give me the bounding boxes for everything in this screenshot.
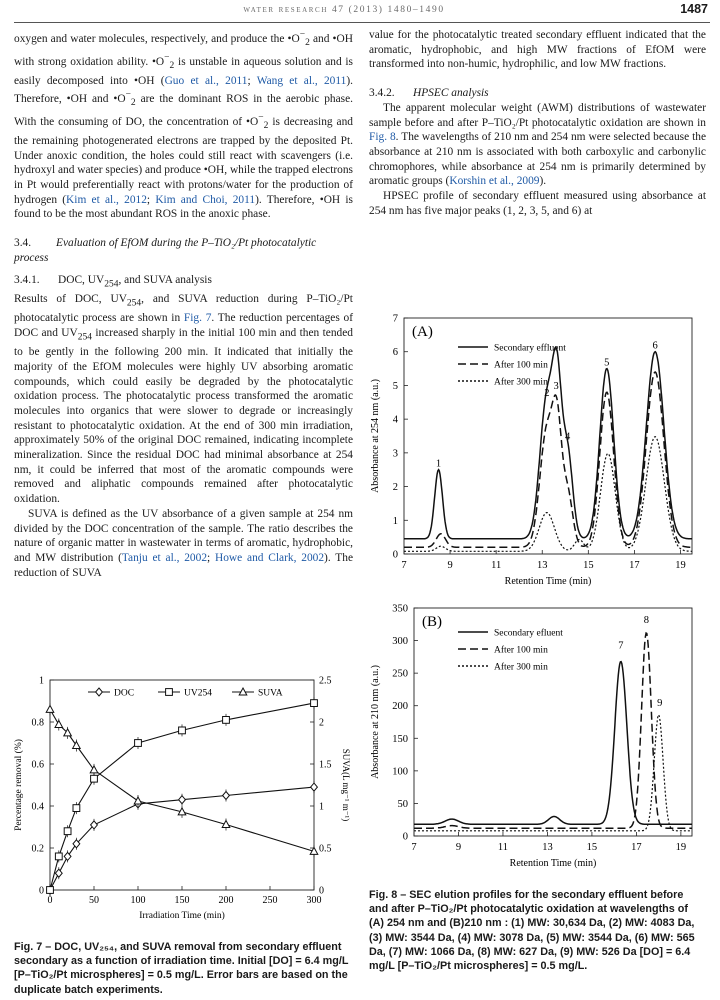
legend-label: After 100 min [494,360,548,371]
y-tick-label: 0.4 [31,801,44,813]
page-number: 1487 [680,2,708,16]
paragraph-doc-uv: Results of DOC, $UV_{254}$, and SUVA reduction during P–TiO₂/Pt photocatalytic process are shown in Fig. 7. The reduction percentages of DOC and $UV_{254}$ increased sharply in the initial 100 min and then tended to be gently in the following 200 min. It indicated that initially the majority of the EfOM molecules were highly UV absorbing aromatic compounds, which could easily be degraded by the photocatalytic oxidation process. The photocatalytic process transformed the aromatic molecules into organics that were slower to degrade or increasingly resistant to photocatalytic oxidation. At the end of 300 min irradiation, approximately 50% of the original DOC remained, indicating incomplete mineralization. Since the residual DOC had minimal absorbance at 254 nm, it could be inferred that most of the aromatic compounds were removed and aliphatic compounds remained after photocatalytic oxidation. [14,293,353,506]
x-tick-label: 13 [542,842,553,853]
x-tick-label: 300 [306,895,322,906]
figure-8a-chart [366,308,706,598]
doc-marker [311,783,318,791]
y-right-tick-label: 0.5 [319,843,332,855]
series-line-secondary-effluent [404,347,692,539]
paragraph-suva: SUVA is defined as the UV absorbance of a given sample at 254 nm divided by the DOC concentration of the sample. The ratio describes the nature of organic matter in wastewater in terms of aromatic, hydrophobic, and MW distribution (Tanju et al., 2002; Howe and Clark, 2002). The reduction of SUVA [14,507,354,579]
y-tick-label: 7 [392,313,398,325]
y-tick-label: 150 [392,733,408,745]
x-tick-label: 19 [675,560,686,571]
x-axis-label: Irradiation Time (min) [139,911,225,921]
x-tick-label: 150 [174,895,190,906]
y-tick-label: 350 [392,603,408,615]
doc-marker [55,869,62,877]
uv254-marker [223,717,230,724]
subsection-heading-3-4-2: 3.4.2. HPSEC analysis [369,87,489,100]
plot-frame [414,608,692,836]
y-tick-label: 50 [397,798,408,810]
series-line-after-100-min [414,633,692,828]
left-column [14,28,353,580]
uv254-marker [55,853,62,860]
y-tick-label: 1 [392,515,398,527]
uv254-marker [91,775,98,782]
uv254-marker [64,828,71,835]
x-tick-label: 7 [411,842,417,853]
figure-7-caption: Fig. 7 – DOC, UV₂₅₄, and SUVA removal from secondary effluent secondary as a function of irradiation time. Initial [DO] = 6.4 mg/L [P–TiO₂/Pt microspheres] = 0.5 mg/L. Error bars are based on the duplicate batch experiments. [14,941,349,996]
legend-label: Secondary efluent [494,628,563,639]
doc-marker [179,796,186,804]
x-tick-label: 15 [583,560,594,571]
x-tick-label: 11 [491,560,502,571]
y-right-axis-label: SUVA(L mg⁻¹ m⁻¹) [341,748,351,822]
suva-marker [134,797,142,804]
y-tick-label: 200 [392,701,408,713]
y-axis-label: Absorbance at 210 nm (a.u.) [370,665,381,779]
peak-label-4: 4 [564,431,571,443]
y-axis-label: Absorbance at 254 nm (a.u.) [370,379,381,493]
x-axis-label: Retention Time (min) [509,858,597,869]
y-tick-label: 5 [392,380,398,392]
citation-link[interactable]: Korshin et al., 2009 [449,175,540,188]
y-tick-label: 1 [39,675,44,687]
doc-marker [223,792,230,800]
x-tick-label: 0 [47,895,53,906]
series-line-after-300-min [414,715,692,831]
x-tick-label: 9 [455,842,462,853]
running-header [14,2,710,23]
citation-link[interactable]: Kim and Choi, 2011 [155,193,256,206]
y-tick-label: 0.8 [31,717,44,729]
journal-title: water research 47 (2013) 1480–1490 [243,5,445,15]
figure-link[interactable]: Fig. 8 [369,131,396,144]
citation-link[interactable]: Guo et al., 2011 [164,74,248,87]
legend-label: After 100 min [494,645,548,656]
peak-label-3: 3 [553,381,559,393]
y-axis-label: Percentage removal (%) [14,739,24,831]
figure-8-caption: Fig. 8 – SEC elution profiles for the secondary effluent before and after P–TiO₂/Pt photocatalytic oxidation at wavelengths of (A) 254 nm and (B)210 nm : (1) MW: 30,634 Da, (2) MW: 4083 Da, (3) MW: 3544 Da, (4) MW: 3078 Da, (5) MW: 3544 Da, (6) MW: 565 Da, (7) MW: 1066 Da, (8) MW: 627 Da, (9) MW: 526 Da [DO] = 6.4 mg/L [P–TiO₂/Pt microspheres] = 0.5 mg/L. [369,889,695,973]
x-tick-label: 13 [536,560,548,571]
suva-marker [55,721,63,728]
uv254-marker [179,727,186,734]
y-right-tick-label: 1.5 [319,759,332,771]
x-tick-label: 17 [629,560,640,571]
peak-label-6: 6 [652,340,658,352]
panel-label: (A) [412,324,433,340]
y-tick-label: 0 [392,549,398,561]
series-line-secondary-efluent [414,662,692,825]
y-tick-label: 0 [402,831,408,843]
y-right-tick-label: 2 [319,717,324,729]
legend-label: After 300 min [494,377,548,388]
y-right-tick-label: 2.5 [319,675,332,687]
paragraph-ros: oxygen and water molecules, respectively, and produce the $•O^-_2$ and •OH with strong oxidation ability. $•O^-_2$ is unstable in aqueous solution and is easily decomposed into •OH (Guo et al., 2011; Wang et al., 2011). Therefore, •OH and $•O^-_2$ are the dominant ROS in the aerobic phase. With the consuming of DO, the concentration of $•O^-_2$ is decreasing and the remaining photogenerated electrons are trapped by the deposited Pt. Under anoxic condition, the holes could still react with scavengers (i.e. hydroxyl and water species) and produce •OH, while the trapped electrons in Pt would preferentially react with protons/water for the production of hydrogen (Kim et al., 2012; Kim and Choi, 2011). Therefore, •OH is found to be the most abundant ROS in the anoxic phase. [14,30,353,221]
peak-label-8: 8 [643,615,650,627]
x-axis-label: Retention Time (min) [504,576,592,587]
y-tick-label: 0 [39,885,44,897]
figure-link[interactable]: Fig. 7 [183,312,212,325]
legend-label: After 300 min [494,662,548,673]
figure-7-chart [10,672,355,940]
x-tick-label: 200 [218,895,234,906]
legend-label: DOC [114,688,135,699]
subsection-heading-3-4-1: 3.4.1. DOC, $UV_{254}$, and SUVA analysis [14,274,212,290]
x-tick-label: 50 [89,895,99,906]
x-tick-label: 19 [675,842,687,853]
x-tick-label: 15 [586,842,598,853]
peak-label-9: 9 [657,697,663,709]
x-tick-label: 11 [497,842,509,853]
peak-label-7: 7 [618,640,624,652]
y-tick-label: 100 [392,766,408,778]
x-tick-label: 250 [262,895,278,906]
peak-label-2: 2 [544,387,550,399]
paragraph-suva-continued: value for the photocatalytic treated secondary effluent indicated that the aromatic, hydrophobic, and high MW fractions of EfOM were transformed into non-humic, hydrophilic, and low MW fractions. [369,29,706,71]
y-right-tick-label: 1 [319,801,324,813]
peak-label-5: 5 [604,357,610,369]
paragraph-hpsec: The apparent molecular weight (AWM) distributions of wastewater sample before and after P–TiO₂/Pt photocatalytic oxidation are shown in Fig. 8. The wavelengths of 210 nm and 254 nm were selected because the absorbance at 210 nm is associated with both carboxylic and carbonylic chromophores, while absorbance at 254 nm is primarily determined by aromatic groups (Korshin et al., 2009). [369,101,707,188]
uv254-marker [166,689,173,696]
doc-marker [96,688,103,696]
paragraph-hpsec-peaks: HPSEC profile of secondary effluent measured using absorbance at 254 nm has five major peaks (1, 2, 3, 5, and 6) at [369,190,706,217]
y-tick-label: 0.6 [31,759,44,771]
y-tick-label: 250 [392,668,408,680]
y-tick-label: 2 [392,482,398,494]
x-tick-label: 17 [631,842,642,853]
citation-link[interactable]: Wang et al., 2011 [256,74,347,87]
section-heading-3-4: 3.4. Evaluation of EfOM during the P–TiO₂/Pt photocatalytic process [14,237,317,264]
peak-label-1: 1 [435,458,442,470]
right-column [369,28,706,218]
uv254-marker [73,805,80,812]
legend-label: SUVA [258,688,283,699]
x-tick-label: 7 [401,560,407,571]
y-tick-label: 6 [392,347,398,359]
figure-8b-chart [366,600,706,878]
citation-link[interactable]: Kim et al., 2012 [66,193,147,206]
y-right-tick-label: 0 [319,885,324,897]
legend-label: UV254 [184,688,212,699]
y-tick-label: 3 [392,448,398,460]
uv254-marker [47,887,54,894]
y-tick-label: 300 [392,636,408,648]
uv254-marker [135,740,142,747]
y-tick-label: 0.2 [31,843,44,855]
uv254-marker [311,700,318,707]
panel-label: (B) [422,614,442,630]
suva-marker [46,705,54,712]
y-tick-label: 4 [392,414,398,426]
x-tick-label: 9 [447,560,453,571]
legend-label: Secondary effluent [494,343,566,354]
citation-link[interactable]: Howe and Clark, 2002 [215,551,325,564]
citation-link[interactable]: Tanju et al., 2002 [121,551,208,564]
x-tick-label: 100 [130,895,146,906]
